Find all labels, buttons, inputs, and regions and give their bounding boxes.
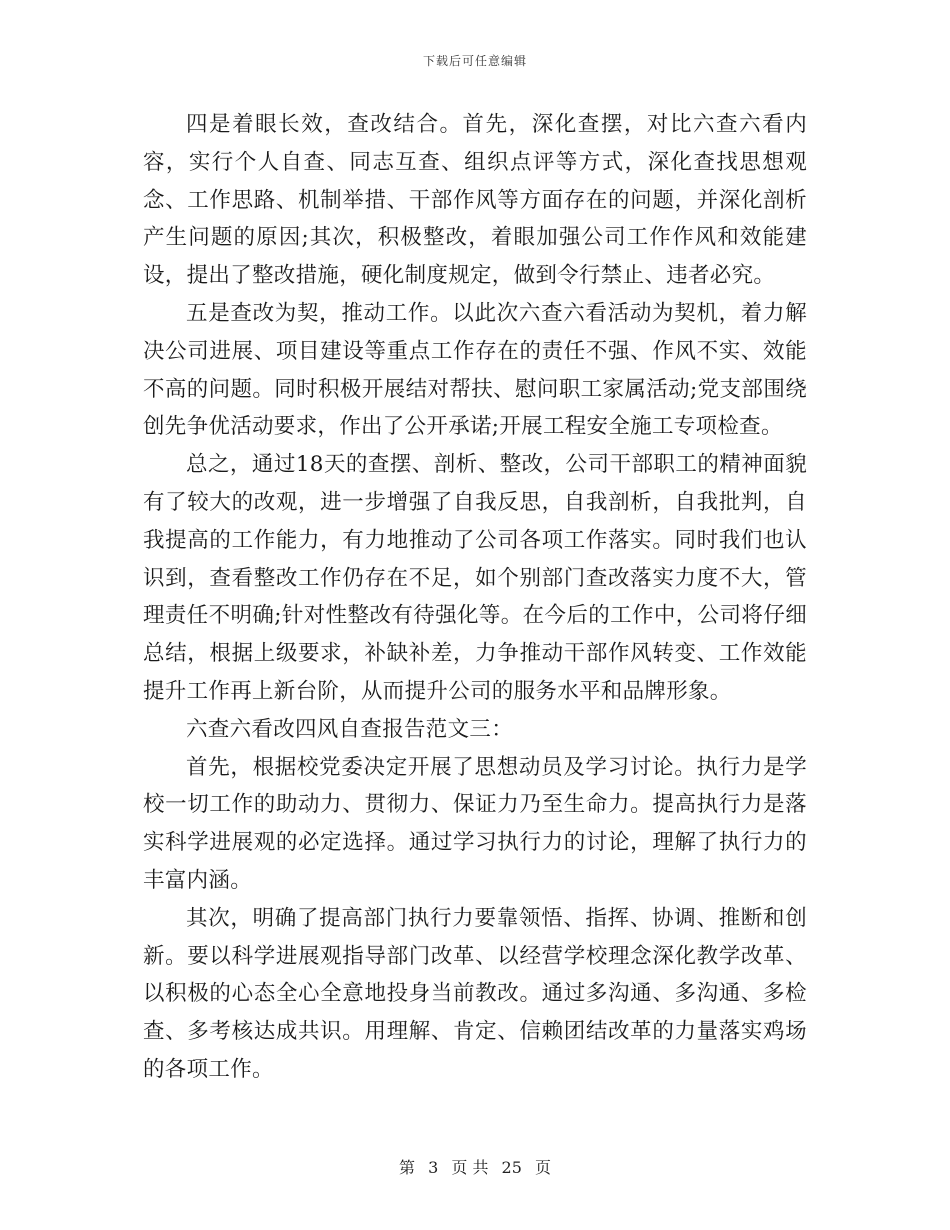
document-body: [143, 106, 807, 1089]
page-header-note: 下载后可任意编辑: [422, 54, 527, 68]
footer-current-page: 3: [428, 1158, 439, 1177]
paragraph-2: 五是查改为契，推动工作。以此次六查六看活动为契机，着力解决公司进展、项目建设等重点工作存在的责任不强、作风不实、效能不高的问题。同时积极开展结对帮扶、慰问职工家属活动;党支部围绕创先争优活动要求，作出了公开承诺;开展工程安全施工专项检查。: [143, 300, 807, 440]
footer-suffix: 页: [535, 1158, 552, 1177]
footer-total-pages: 25: [501, 1158, 522, 1177]
paragraph-1: 四是着眼长效，查改结合。首先，深化查摆，对比六查六看内容，实行个人自查、同志互查、组织点评等方式，深化查找思想观念、工作思路、机制举措、干部作风等方面存在的问题，并深化剖析产生问题的原因;其次，积极整改，着眼加强公司工作作风和效能建设，提出了整改措施，硬化制度规定，做到令行禁止、违者必究。: [143, 112, 807, 289]
paragraph-3: 总之，通过18天的查摆、剖析、整改，公司干部职工的精神面貌有了较大的改观，进一步增强了自我反思，自我剖析，自我批判，自我提高的工作能力，有力地推动了公司各项工作落实。同时我们也认识到，查看整改工作仍存在不足，如个别部门查改落实力度不大，管理责任不明确;针对性整改有待强化等。在今后的工作中，公司将仔细总结，根据上级要求，补缺补差，力争推动干部作风转变、工作效能提升工作再上新台阶，从而提升公司的服务水平和品牌形象。: [143, 452, 807, 704]
paragraph-4: 首先，根据校党委决定开展了思想动员及学习讨论。执行力是学校一切工作的助动力、贯彻力、保证力乃至生命力。提高执行力是落实科学进展观的必定选择。通过学习执行力的讨论，理解了执行力的丰富内涵。: [143, 754, 807, 893]
paragraph-5: 其次，明确了提高部门执行力要靠领悟、指挥、协调、推断和创新。要以科学进展观指导部门改革、以经营学校理念深化教学改革、以积极的心态全心全意地投身当前教改。通过多沟通、多沟通、多检查、多考核达成共识。用理解、肯定、信赖团结改革的力量落实鸡场的各项工作。: [143, 905, 807, 1082]
footer-prefix: 第: [398, 1158, 415, 1177]
page-footer: [0, 1155, 950, 1178]
section-heading: 六查六看改四风自查报告范文三：: [186, 716, 514, 742]
footer-middle: 页 共: [451, 1158, 489, 1177]
